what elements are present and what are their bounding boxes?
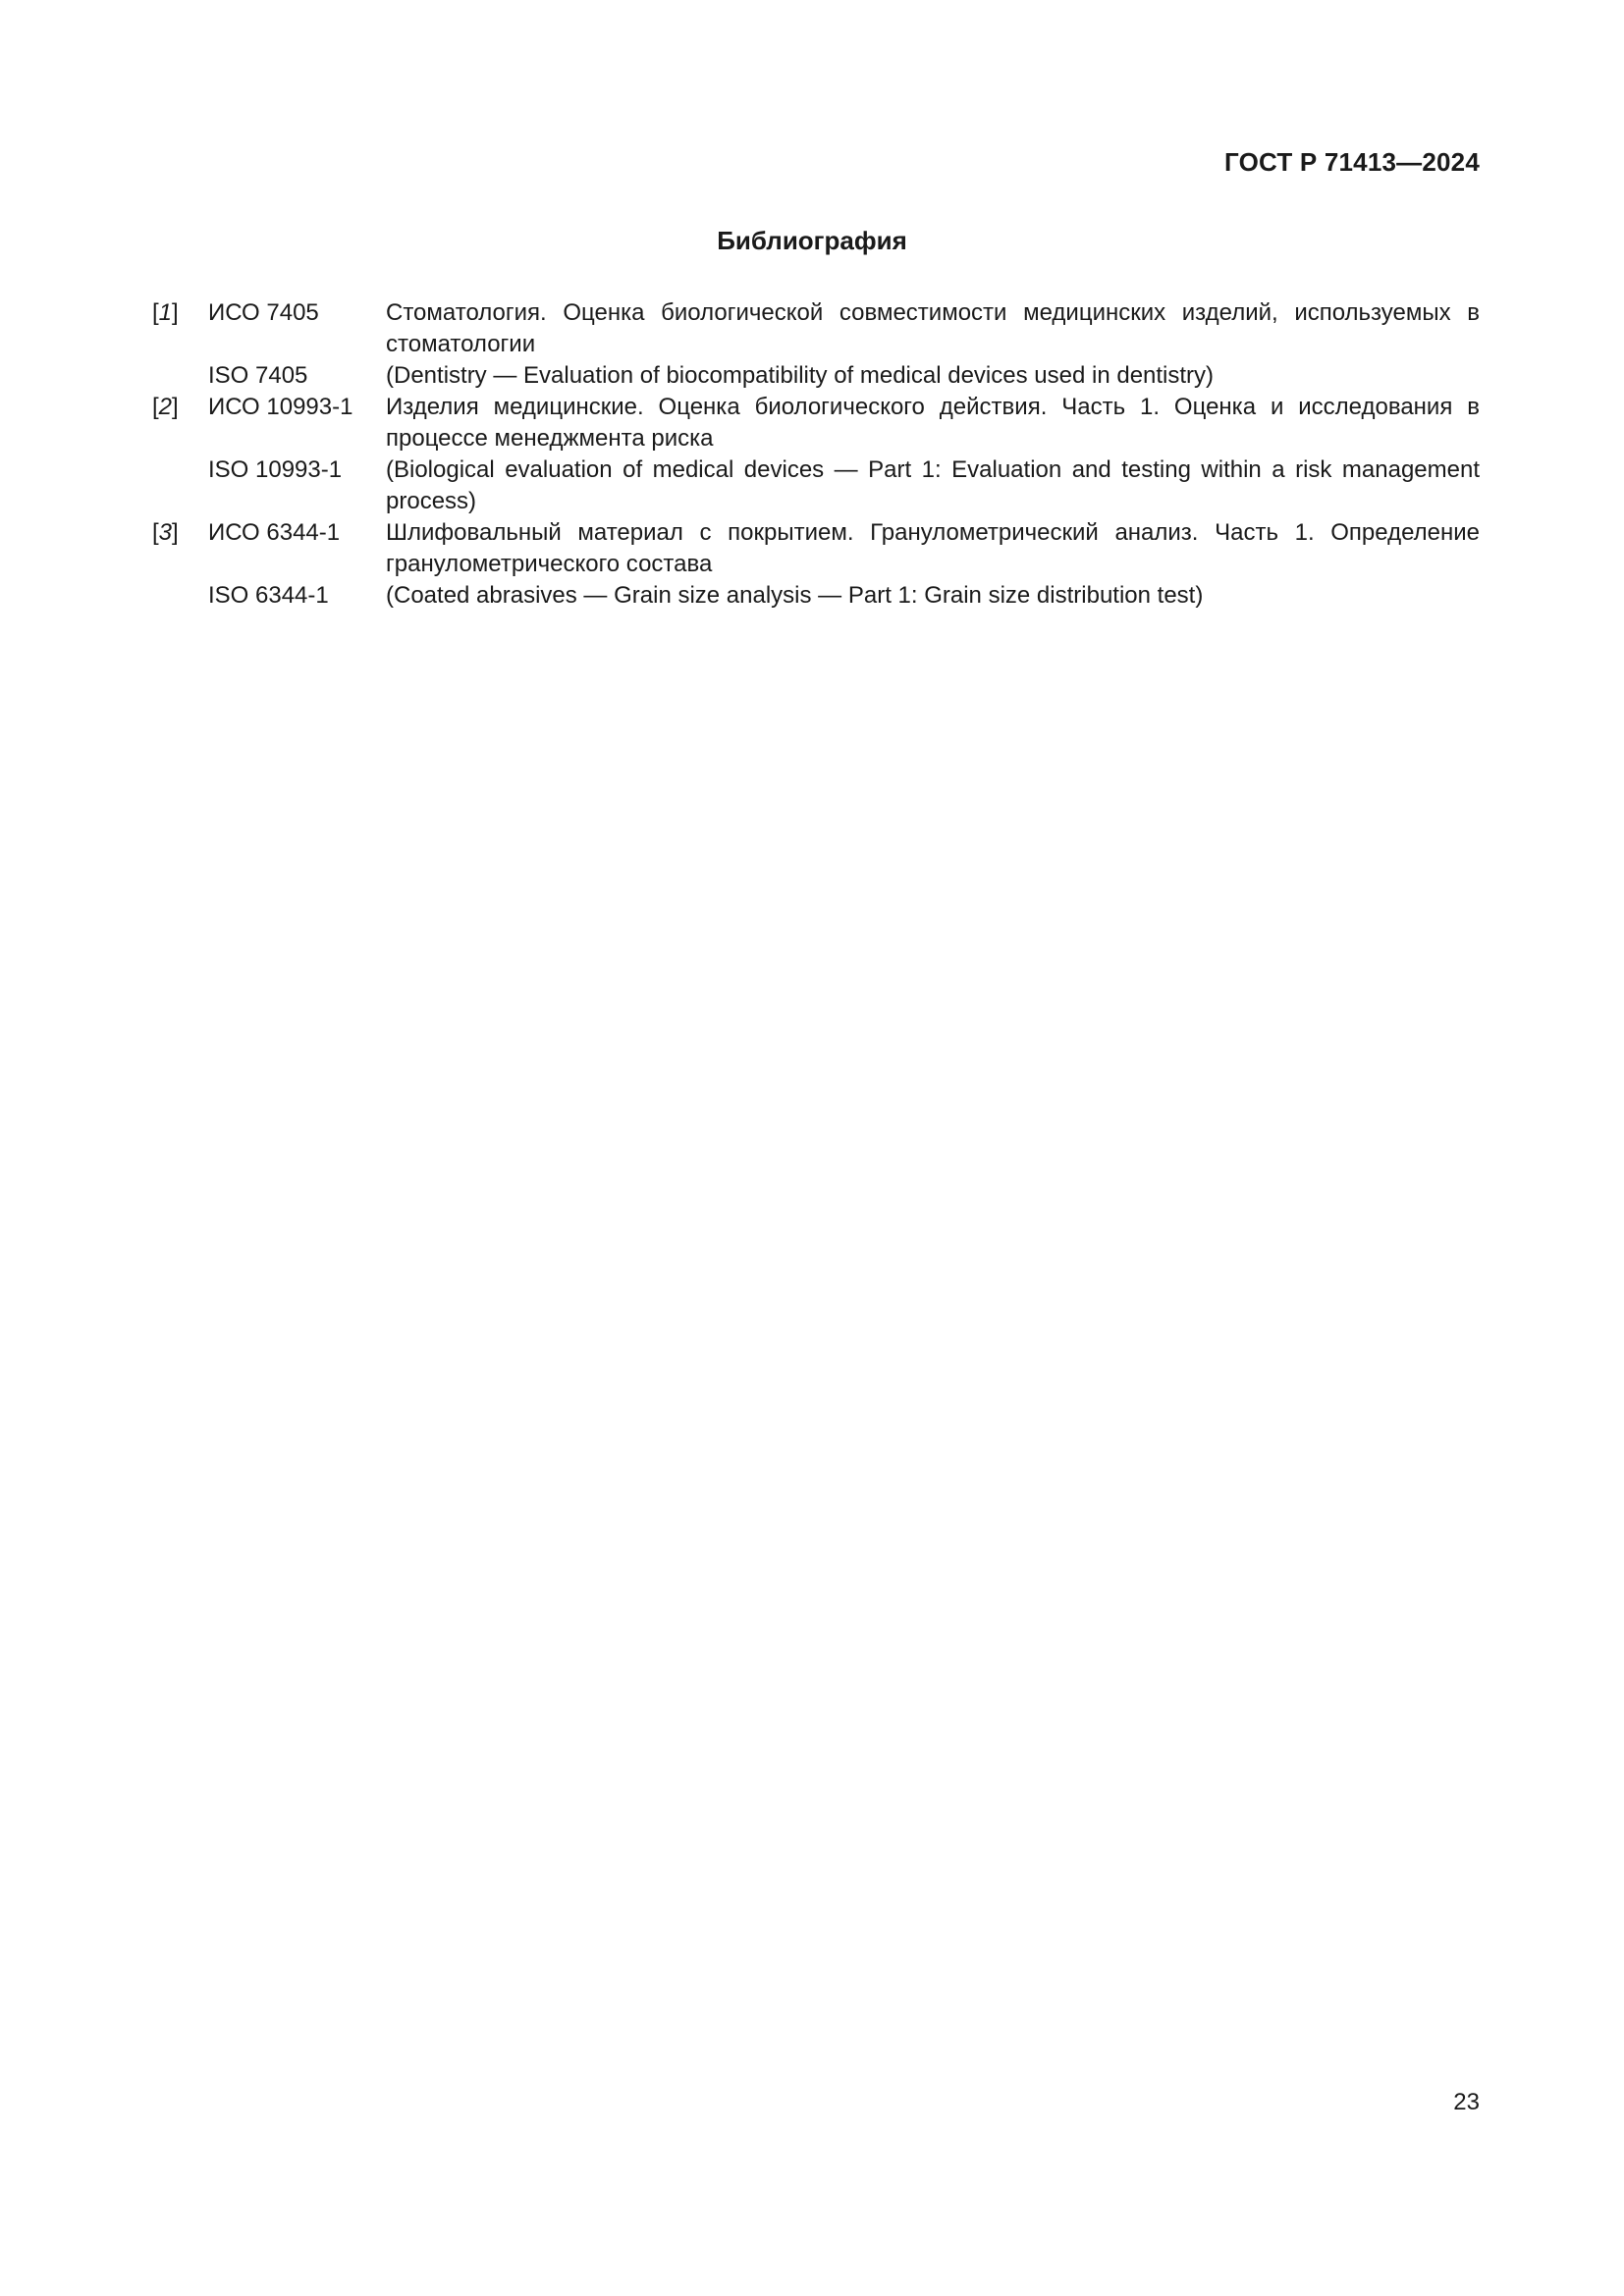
standard-title-en: (Coated abrasives — Grain size analysis — Part 1: Grain size distribution test) <box>386 582 1204 609</box>
bibliography-entry <box>152 392 1480 454</box>
standard-code-en: ISO 7405 <box>208 362 308 389</box>
bibliography-entry-translation <box>152 454 1480 517</box>
document-id-header: ГОСТ Р 71413—2024 <box>1224 147 1480 177</box>
standard-title-ru: Стоматология. Оценка биологической совместимости медицинских изделий, используемых в стоматологии <box>386 299 1480 357</box>
entry-number: [3] <box>152 519 179 546</box>
entry-number: [1] <box>152 299 179 326</box>
standard-title-en: (Dentistry — Evaluation of biocompatibility of medical devices used in dentistry) <box>386 362 1215 389</box>
standard-code-ru: ИСО 6344-1 <box>208 519 341 546</box>
entry-number: [2] <box>152 394 179 420</box>
section-title: Библиография <box>717 226 907 255</box>
standard-code-ru: ИСО 10993-1 <box>208 394 353 420</box>
standard-title-en: (Biological evaluation of medical devices — Part 1: Evaluation and testing within a risk management process) <box>386 456 1480 514</box>
bibliography-entry <box>152 517 1480 580</box>
bibliography-entry-translation <box>152 580 1480 612</box>
bibliography-entry <box>152 297 1480 360</box>
standard-code-ru: ИСО 7405 <box>208 299 319 326</box>
standard-code-en: ISO 10993-1 <box>208 456 343 483</box>
standard-title-ru: Шлифовальный материал с покрытием. Гранулометрический анализ. Часть 1. Определение гранулометрического состава <box>386 519 1480 577</box>
bibliography-entry-translation <box>152 360 1480 392</box>
standard-title-ru: Изделия медицинские. Оценка биологического действия. Часть 1. Оценка и исследования в процессе менеджмента риска <box>386 394 1480 452</box>
standard-code-en: ISO 6344-1 <box>208 582 329 609</box>
page-number: 23 <box>1453 2089 1480 2115</box>
bibliography-list <box>152 297 1480 612</box>
